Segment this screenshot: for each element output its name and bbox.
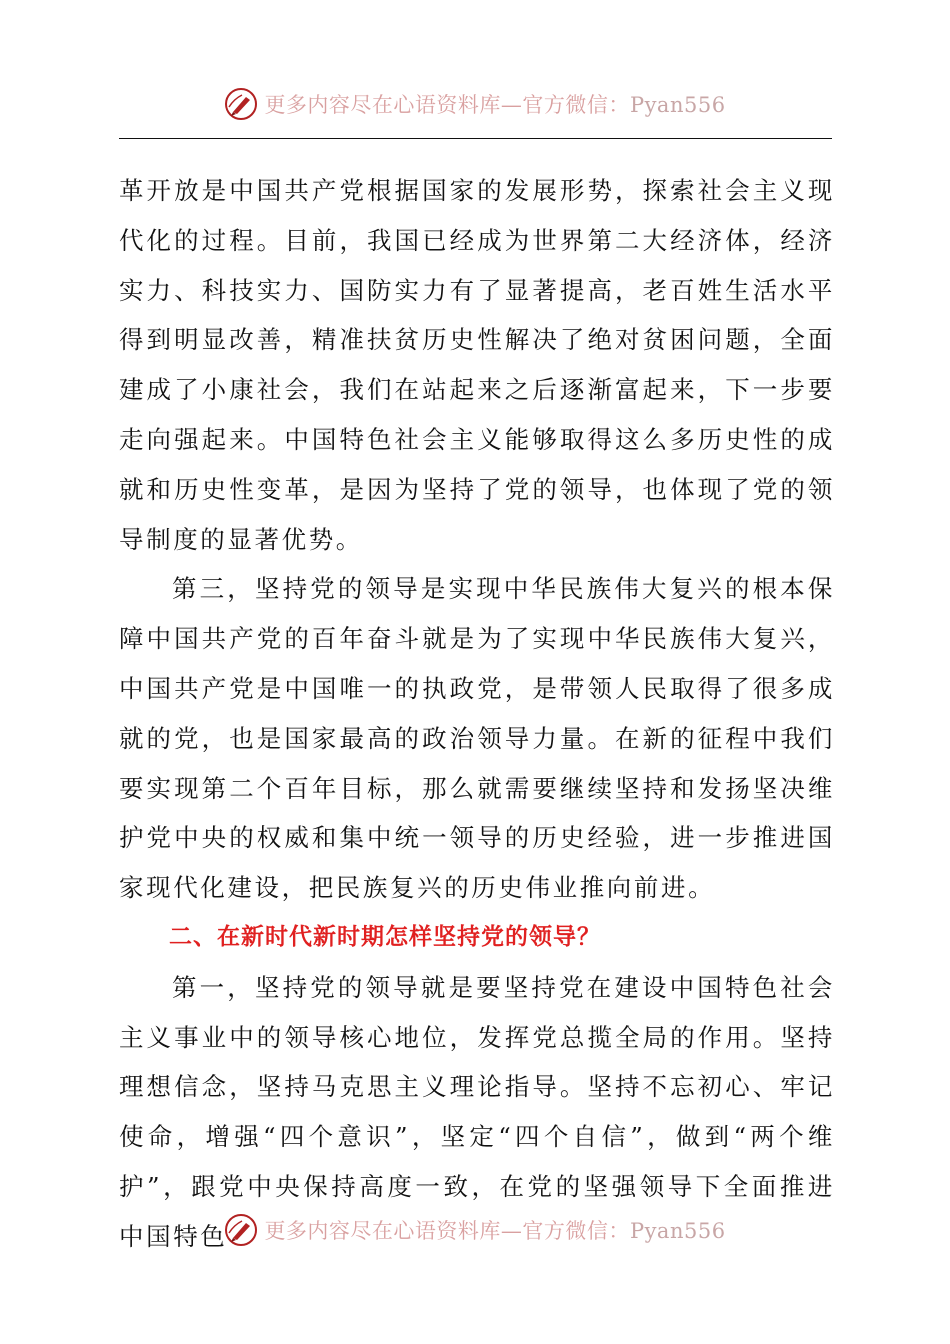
paragraph-2: 第三，坚持党的领导是实现中华民族伟大复兴的根本保障中国共产党的百年奋斗就是为了实现中华民族伟大复兴，中国共产党是中国唯一的执政党，是带领人民取得了很多成就的党，也是国家最高的政治领导力量。在新的征程中我们要实现第二个百年目标，那么就需要继续坚持和发扬坚决维护党中央的权威和集中统一领导的历史经验，进一步推进国家现代化建设，把民族复兴的历史伟业推向前进。 [119,574,835,903]
header-banner [0,84,950,124]
pen-logo-icon [224,87,258,121]
footer-banner-text: 更多内容尽在心语资料库—官方微信：Pyan556 [264,1219,726,1243]
wechat-id: Pyan556 [629,93,726,117]
footer-banner [0,1210,950,1250]
paragraph-1: 革开放是中国共产党根据国家的发展形势，探索社会主义现代化的过程。目前，我国已经成为世界第二大经济体，经济实力、科技实力、国防实力有了显著提高，老百姓生活水平得到明显改善，精准扶贫历史性解决了绝对贫困问题，全面建成了小康社会，我们在站起来之后逐渐富起来，下一步要走向强起来。中国特色社会主义能够取得这么多历史性的成就和历史性变革，是因为坚持了党的领导，也体现了党的领导制度的显著优势。 [119,176,835,554]
section-heading-2: 二、在新时代新时期怎样坚持党的领导？ [169,923,601,950]
header-rule [119,138,832,139]
paragraph-3: 第一，坚持党的领导就是要坚持党在建设中国特色社会主义事业中的领导核心地位，发挥党总揽全局的作用。坚持理想信念，坚持马克思主义理论指导。坚持不忘初心、牢记使命，增强“四个意识”，坚定“四个自信”，做到“两个维护”，跟党中央保持高度一致，在党的坚强领导下全面推进中国特色 [119,972,835,1251]
pen-logo-icon [224,1213,258,1247]
wechat-id: Pyan556 [629,1219,726,1243]
document-body [119,166,835,1262]
header-banner-text: 更多内容尽在心语资料库—官方微信：Pyan556 [264,93,726,117]
